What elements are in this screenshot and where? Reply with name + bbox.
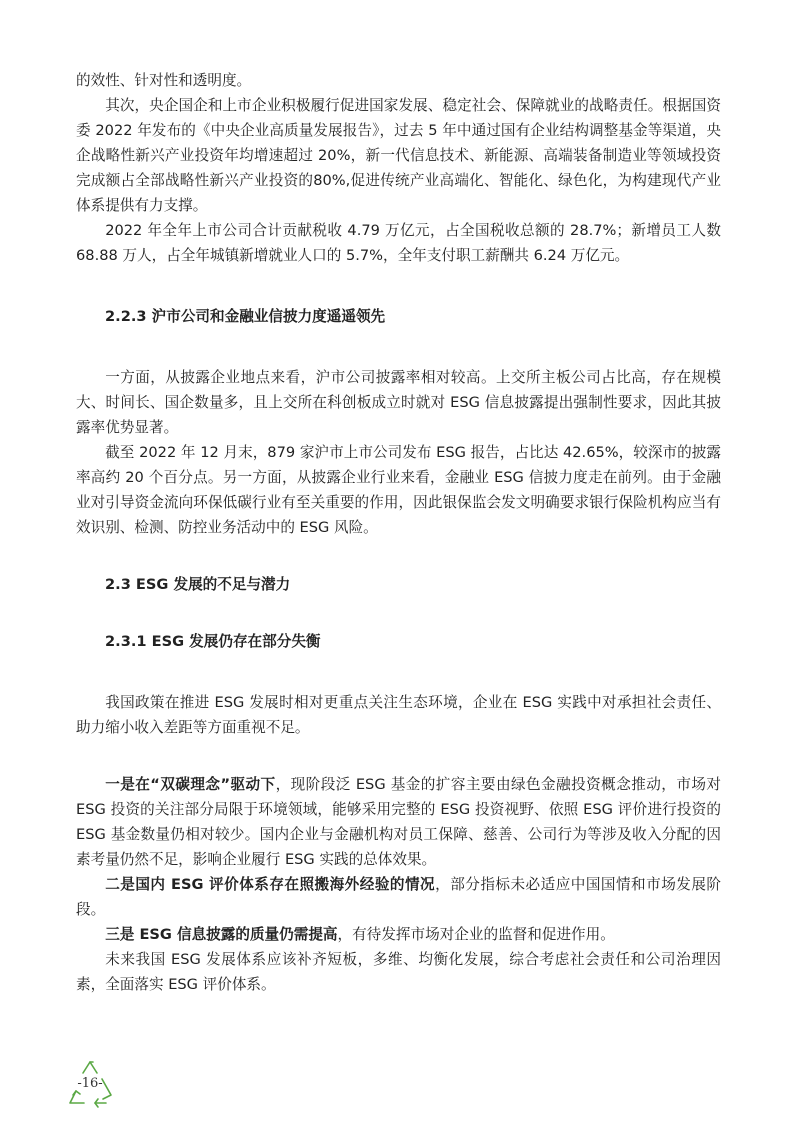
paragraph: 我国政策在推进 ESG 发展时相对更重点关注生态环境，企业在 ESG 实践中对承担社会责任、助力缩小收入差距等方面重视不足。 <box>76 694 721 736</box>
paragraph: 截至 2022 年 12 月末，879 家沪市上市公司发布 ESG 报告，占比达 42.65%，较深市的披露率高约 20 个百分点。另一方面，从披露企业行业来看，金融业 ESG 信披力度走在前列。由于金融业对引导资金流向环保低碳行业有至关重要的作用，因此银保监会发文明确要求银行保险机构应当有效识别、检测、防控业务活动中的 ESG 风险。 <box>76 444 721 536</box>
paragraph-text: ，有待发挥市场对企业的监督和促进作用。 <box>337 926 615 943</box>
paragraph-text: ，现阶段泛 ESG 基金的扩容主要由绿色金融投资概念推动，市场对 ESG 投资的关注部分局限于环境领域，能够采用完整的 ESG 投资视野、依照 ESG 评价进行投资的 ESG 基金数量仍相对较少。国内企业与金融机构对员工保障、慈善、公司行为等涉及收入分配的因素考量仍然不足，影响企业履行 ESG 实践的总体效果。 <box>76 776 722 868</box>
paragraph <box>76 772 721 872</box>
paragraph: 其次，央企国企和上市企业积极履行促进国家发展、稳定社会、保障就业的战略责任。根据国资委 2022 年发布的《中央企业高质量发展报告》，过去 5 年中通过国有企业结构调整基金等渠道，央企战略性新兴产业投资年均增速超过 20%，新一代信息技术、新能源、高端装备制造业等领域投资完成额占全部战略性新兴产业投资的80%,促进传统产业高端化、智能化、绿色化，为构建现代产业体系提供有力支撑。 <box>76 97 721 214</box>
paragraph: 2022 年全年上市公司合计贡献税收 4.79 万亿元，占全国税收总额的 28.7%；新增员工人数 68.88 万人，占全年城镇新增就业人口的 5.7%，全年支付职工薪酬共 6.24 万亿元。 <box>76 222 721 264</box>
page-number: -16- <box>77 1076 103 1091</box>
paragraph <box>76 872 721 922</box>
section-heading-2-3-1: 2.3.1 ESG 发展仍存在部分失衡 <box>105 633 321 650</box>
document-body <box>76 68 721 997</box>
paragraph: 的效性、针对性和透明度。 <box>76 72 252 89</box>
paragraph <box>76 922 721 947</box>
paragraph-text: ，部分指标未必适应中国国情和市场发展阶段。 <box>76 876 721 918</box>
emphasis-text: 三是 ESG 信息披露的质量仍需提高 <box>105 926 338 943</box>
page-footer <box>62 1057 118 1113</box>
section-heading-2-2-3: 2.2.3 沪市公司和金融业信披力度遥遥领先 <box>105 308 386 325</box>
emphasis-text: 一是在“双碳理念”驱动下 <box>105 776 276 793</box>
emphasis-text: 二是国内 ESG 评价体系存在照搬海外经验的情况 <box>105 876 436 893</box>
paragraph: 一方面，从披露企业地点来看，沪市公司披露率相对较高。上交所主板公司占比高，存在规模大、时间长、国企数量多，且上交所在科创板成立时就对 ESG 信息披露提出强制性要求，因此其披露率优势显著。 <box>76 369 721 436</box>
section-heading-2-3: 2.3 ESG 发展的不足与潜力 <box>105 576 291 593</box>
paragraph: 未来我国 ESG 发展体系应该补齐短板，多维、均衡化发展，综合考虑社会责任和公司治理因素，全面落实 ESG 评价体系。 <box>76 951 721 993</box>
